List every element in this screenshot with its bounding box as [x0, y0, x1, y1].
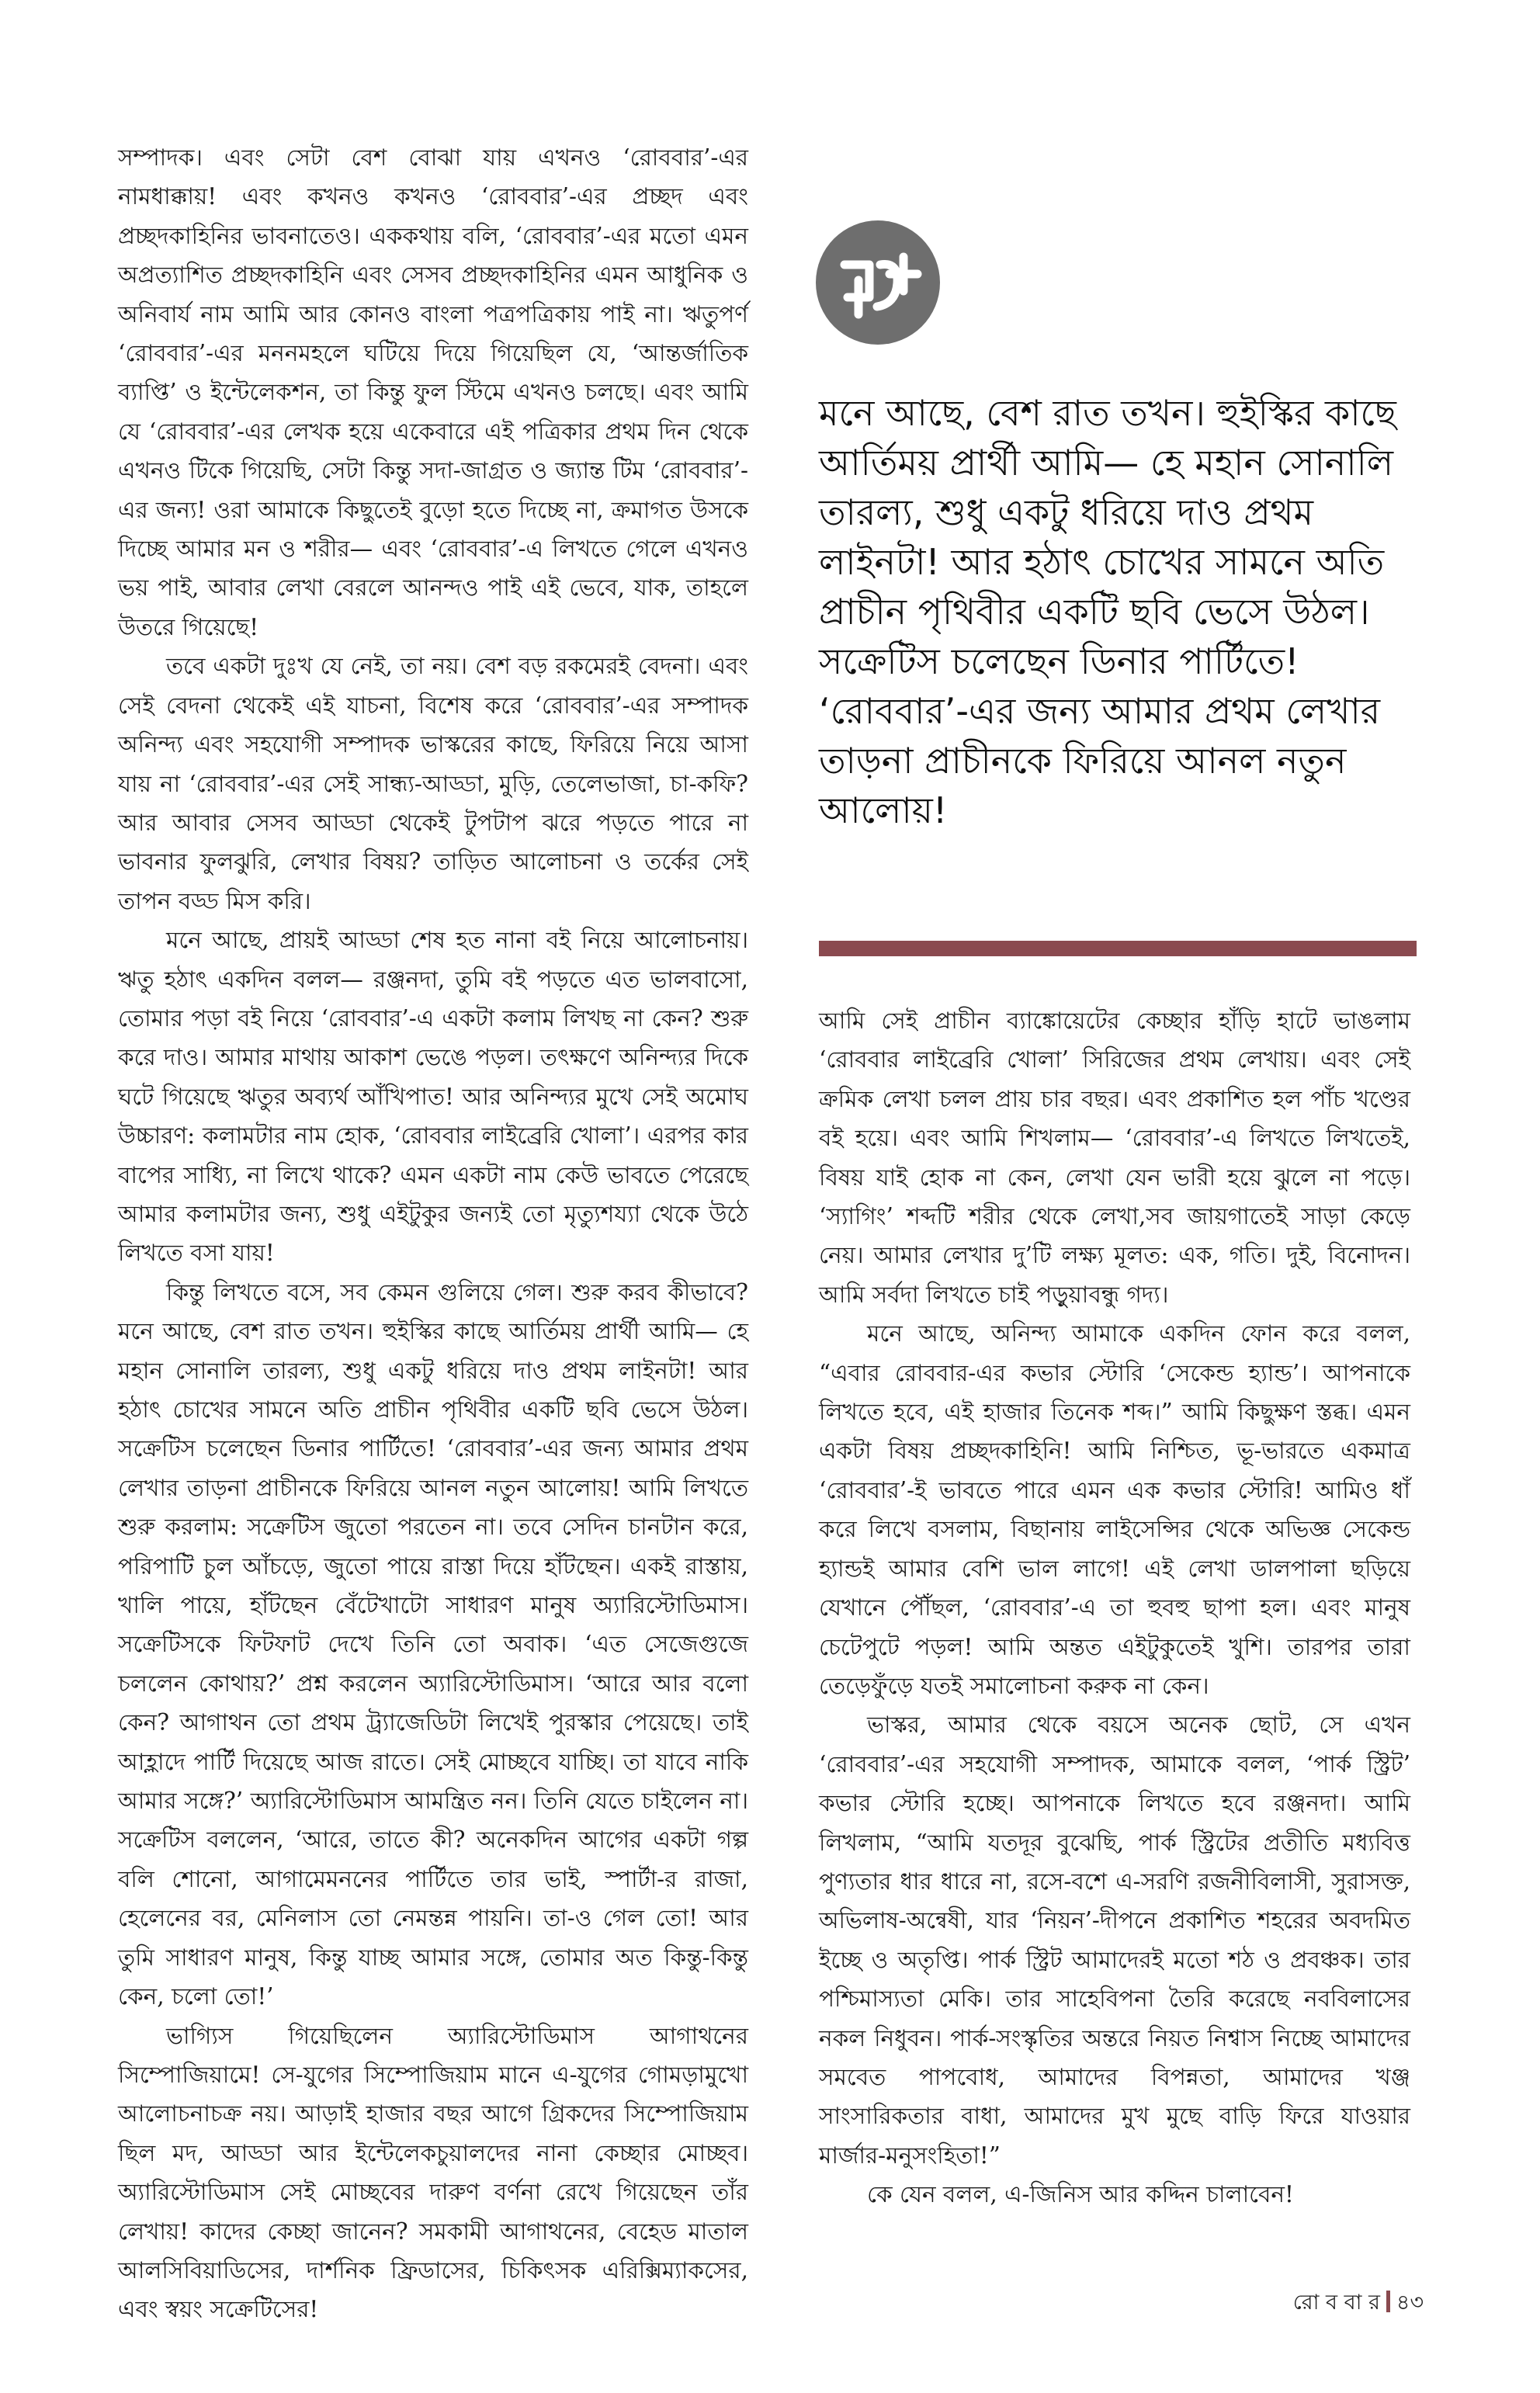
- pull-quote-text: মনে আছে, বেশ রাত তখন। হুইস্কির কাছে আর্তিময় প্রার্থী আমি— হে মহান সোনালি তারল্য, শুধু একটু ধরিয়ে দাও প্রথম লাইনটা! আর হঠাৎ চোখের সামনে অতি প্রাচীন পৃথিবীর একটি ছবি ভেসে উঠল। সক্রেটিস চলেছেন ডিনার পার্টিতে! ‘রোববার’-এর জন্য আমার প্রথম লেখার তাড়না প্রাচীনকে ফিরিয়ে আনল নতুন আলোয়!: [819, 392, 1396, 831]
- magazine-logo-icon: [815, 220, 941, 345]
- magazine-name: রো ব বা র: [1292, 2291, 1380, 2315]
- left-column: [118, 138, 748, 2329]
- paragraph: মনে আছে, অনিন্দ্য আমাকে একদিন ফোন করে বলল, “এবার রোববার-এর কভার স্টোরি ‘সেকেন্ড হ্যান্ড’। আপনাকে লিখতে হবে, এই হাজার তিনেক শব্দ।” আমি কিছুক্ষণ স্তব্ধ। এমন একটা বিষয় প্রচ্ছদকাহিনি! আমি নিশ্চিত, ভূ-ভারতে একমাত্র ‘রোববার’-ই ভাবতে পারে এমন এক কভার স্টোরি! আমিও ধাঁ করে লিখে বসলাম, বিছানায় লাইসেন্সির থেকে অভিজ্ঞ সেকেন্ড হ্যান্ডই আমার বেশি ভাল লাগে! এই লেখা ডালপালা ছড়িয়ে যেখানে পৌঁছল, ‘রোববার’-এ তা হুবহু ছাপা হল। এবং মানুষ চেটেপুটে পড়ল! আমি অন্তত এইটুকুতেই খুশি। তারপর তারা তেড়েফুঁড়ে যতই সমালোচনা করুক না কেন।: [819, 1320, 1410, 1699]
- paragraph: ভাগ্যিস গিয়েছিলেন অ্যারিস্টোডিমাস আগাথনের সিম্পোজিয়ামে! সে-যুগের সিম্পোজিয়াম মানে এ-যুগের গোমড়ামুখো আলোচনাচক্র নয়। আড়াই হাজার বছর আগে গ্রিকদের সিম্পোজিয়াম ছিল মদ, আড্ডা আর ইন্টেলেকচুয়ালদের নানা কেচ্ছার মোচ্ছব। অ্যারিস্টোডিমাস সেই মোচ্ছবের দারুণ বর্ণনা রেখে গিয়েছেন তাঁর লেখায়! কাদের কেচ্ছা জানেন? সমকামী আগাথনের, বেহেড মাতাল আলসিবিয়াডিসের, দার্শনিক ফ্রিডাসের, চিকিৎসক এরিক্সিম্যাকসের, এবং স্বয়ং সক্রেটিসের!: [118, 2022, 748, 2323]
- paragraph: ভাস্কর, আমার থেকে বয়সে অনেক ছোট, সে এখন ‘রোববার’-এর সহযোগী সম্পাদক, আমাকে বলল, ‘পার্ক স্ট্রিট’ কভার স্টোরি হচ্ছে। আপনাকে লিখতে হবে রঞ্জনদা। আমি লিখলাম, “আমি যতদূর বুঝেছি, পার্ক স্ট্রিটের প্রতীতি মধ্যবিত্ত পুণ্যতার ধার ধারে না, রসে-বশে এ-সরণি রজনীবিলাসী, সুরাসক্ত, অভিলাষ-অন্বেষী, যার ‘নিয়ন’-দীপনে প্রকাশিত শহরের অবদমিত ইচ্ছে ও অতৃপ্তি। পার্ক স্ট্রিট আমাদেরই মতো শঠ ও প্রবঞ্চক। তার পশ্চিমাস্যতা মেকি। তার সাহেবিপনা তৈরি করেছে নববিলাসের নকল নিধুবন। পার্ক-সংস্কৃতির অন্তরে নিয়ত নিশ্বাস নিচ্ছে আমাদের সমবেত পাপবোধ, আমাদের বিপন্নতা, আমাদের খঞ্জ সাংসারিকতার বাধা, আমাদের মুখ মুছে বাড়ি ফিরে যাওয়ার মার্জার-মনুসংহিতা!”: [819, 1712, 1410, 2169]
- page-number: ৪৩: [1396, 2291, 1424, 2315]
- paragraph: কে যেন বলল, এ-জিনিস আর কদ্দিন চালাবেন!: [867, 2181, 1294, 2208]
- paragraph: তবে একটা দুঃখ যে নেই, তা নয়। বেশ বড় রকমেরই বেদনা। এবং সেই বেদনা থেকেই এই যাচনা, বিশেষ করে ‘রোববার’-এর সম্পাদক অনিন্দ্য এবং সহযোগী সম্পাদক ভাস্করের কাছে, ফিরিয়ে নিয়ে আসা যায় না ‘রোববার’-এর সেই সান্ধ্য-আড্ডা, মুড়ি, তেলেভাজা, চা-কফি? আর আবার সেসব আড্ডা থেকেই টুপটাপ ঝরে পড়তে পারে না ভাবনার ফুলঝুরি, লেখার বিষয়? তাড়িত আলোচনা ও তর্কের সেই তাপন বড্ড মিস করি।: [118, 653, 748, 914]
- paragraph: কিন্তু লিখতে বসে, সব কেমন গুলিয়ে গেল। শুরু করব কীভাবে? মনে আছে, বেশ রাত তখন। হুইস্কির কাছে আর্তিময় প্রার্থী আমি— হে মহান সোনালি তারল্য, শুধু একটু ধরিয়ে দাও প্রথম লাইনটা! আর হঠাৎ চোখের সামনে অতি প্রাচীন পৃথিবীর একটি ছবি ভেসে উঠল। সক্রেটিস চলেছেন ডিনার পার্টিতে! ‘রোববার’-এর জন্য আমার প্রথম লেখার তাড়না প্রাচীনকে ফিরিয়ে আনল নতুন আলোয়! আমি লিখতে শুরু করলাম: সক্রেটিস জুতো পরতেন না। তবে সেদিন চানটান করে, পরিপাটি চুল আঁচড়ে, জুতো পায়ে রাস্তা দিয়ে হাঁটছেন। একই রাস্তায়, খালি পায়ে, হাঁটছেন বেঁটেখাটো সাধারণ মানুষ অ্যারিস্টোডিমাস। সক্রেটিসকে ফিটফাট দেখে তিনি তো অবাক। ‘এত সেজেগুজে চললেন কোথায়?’ প্রশ্ন করলেন অ্যারিস্টোডিমাস। ‘আরে আর বলো কেন? আগাথন তো প্রথম ট্র্যাজেডিটা লিখেই পুরস্কার পেয়েছে। তাই আহ্লাদে পার্টি দিয়েছে আজ রাতে। সেই মোচ্ছবে যাচ্ছি। তা যাবে নাকি আমার সঙ্গে?’ অ্যারিস্টোডিমাস আমন্ত্রিত নন। তিনি যেতে চাইলেন না। সক্রেটিস বললেন, ‘আরে, তাতে কী? অনেকদিন আগের একটা গল্প বলি শোনো, আগামেমননের পার্টিতে তার ভাই, স্পার্টা-র রাজা, হেলেনের বর, মেনিলাস তো নেমন্তন্ন পায়নি। তা-ও গেল তো! আর তুমি সাধারণ মানুষ, কিন্তু যাচ্ছ আমার সঙ্গে, তোমার অত কিন্তু-কিন্তু কেন, চলো তো!’: [118, 1278, 748, 2010]
- page-footer: [1293, 2287, 1424, 2322]
- paragraph: মনে আছে, প্রায়ই আড্ডা শেষ হত নানা বই নিয়ে আলোচনায়। ঋতু হঠাৎ একদিন বলল— রঞ্জনদা, তুমি বই পড়তে এত ভালবাসো, তোমার পড়া বই নিয়ে ‘রোববার’-এ একটা কলাম লিখছ না কেন? শুরু করে দাও। আমার মাথায় আকাশ ভেঙে পড়ল। তৎক্ষণে অনিন্দ্যর দিকে ঘটে গিয়েছে ঋতুর অব্যর্থ আঁখিপাত! আর অনিন্দ্যর মুখে সেই অমোঘ উচ্চারণ: কলামটার নাম হোক, ‘রোববার লাইব্রেরি খোলা’। এরপর কার বাপের সাধ্যি, না লিখে থাকে? এমন একটা নাম কেউ ভাবতে পেরেছে আমার কলামটার জন্য, শুধু এইটুকুর জন্যই তো মৃত্যুশয্যা থেকে উঠে লিখতে বসা যায়!: [118, 927, 748, 1267]
- section-divider: [819, 941, 1417, 956]
- footer-divider: [1386, 2291, 1390, 2312]
- paragraph: আমি সেই প্রাচীন ব্যাঙ্কোয়েটের কেচ্ছার হাঁড়ি হাটে ভাঙলাম ‘রোববার লাইব্রেরি খোলা’ সিরিজের প্রথম লেখায়। এবং সেই ক্রমিক লেখা চলল প্রায় চার বছর। এবং প্রকাশিত হল পাঁচ খণ্ডের বই হয়ে। এবং আমি শিখলাম— ‘রোববার’-এ লিখতে লিখতেই, বিষয় যাই হোক না কেন, লেখা যেন ভারী হয়ে ঝুলে না পড়ে। ‘স্যাগিং’ শব্দটি শরীর থেকে লেখা,সব জায়গাতেই সাড়া কেড়ে নেয়। আমার লেখার দু’টি লক্ষ্য মূলত: এক, গতি। দুই, বিনোদন। আমি সর্বদা লিখতে চাই পড়ুয়াবন্ধু গদ্য।: [819, 1007, 1410, 1308]
- right-column: [819, 1001, 1410, 2214]
- pull-quote: [819, 388, 1417, 835]
- paragraph: সম্পাদক। এবং সেটা বেশ বোঝা যায় এখনও ‘রোববার’-এর নামধাক্কায়! এবং কখনও কখনও ‘রোববার’-এর প্রচ্ছদ এবং প্রচ্ছদকাহিনির ভাবনাতেও। এককথায় বলি, ‘রোববার’-এর মতো এমন অপ্রত্যাশিত প্রচ্ছদকাহিনি এবং সেসব প্রচ্ছদকাহিনির এমন আধুনিক ও অনিবার্য নাম আমি আর কোনও বাংলা পত্রপত্রিকায় পাই না। ঋতুপর্ণ ‘রোববার’-এর মননমহলে ঘটিয়ে দিয়ে গিয়েছিল যে, ‘আন্তর্জাতিক ব্যাপ্তি’ ও ইন্টেলেকশন, তা কিন্তু ফুল স্টিমে এখনও চলছে। এবং আমি যে ‘রোববার’-এর লেখক হয়ে একেবারে এই পত্রিকার প্রথম দিন থেকে এখনও টিকে গিয়েছি, সেটা কিন্তু সদা-জাগ্রত ও জ্যান্ত টিম ‘রোববার’-এর জন্য! ওরা আমাকে কিছুতেই বুড়ো হতে দিচ্ছে না, ক্রমাগত উসকে দিচ্ছে আমার মন ও শরীর— এবং ‘রোববার’-এ লিখতে গেলে এখনও ভয় পাই, আবার লেখা বেরলে আনন্দও পাই এই ভেবে, যাক, তাহলে উতরে গিয়েছে!: [118, 144, 748, 640]
